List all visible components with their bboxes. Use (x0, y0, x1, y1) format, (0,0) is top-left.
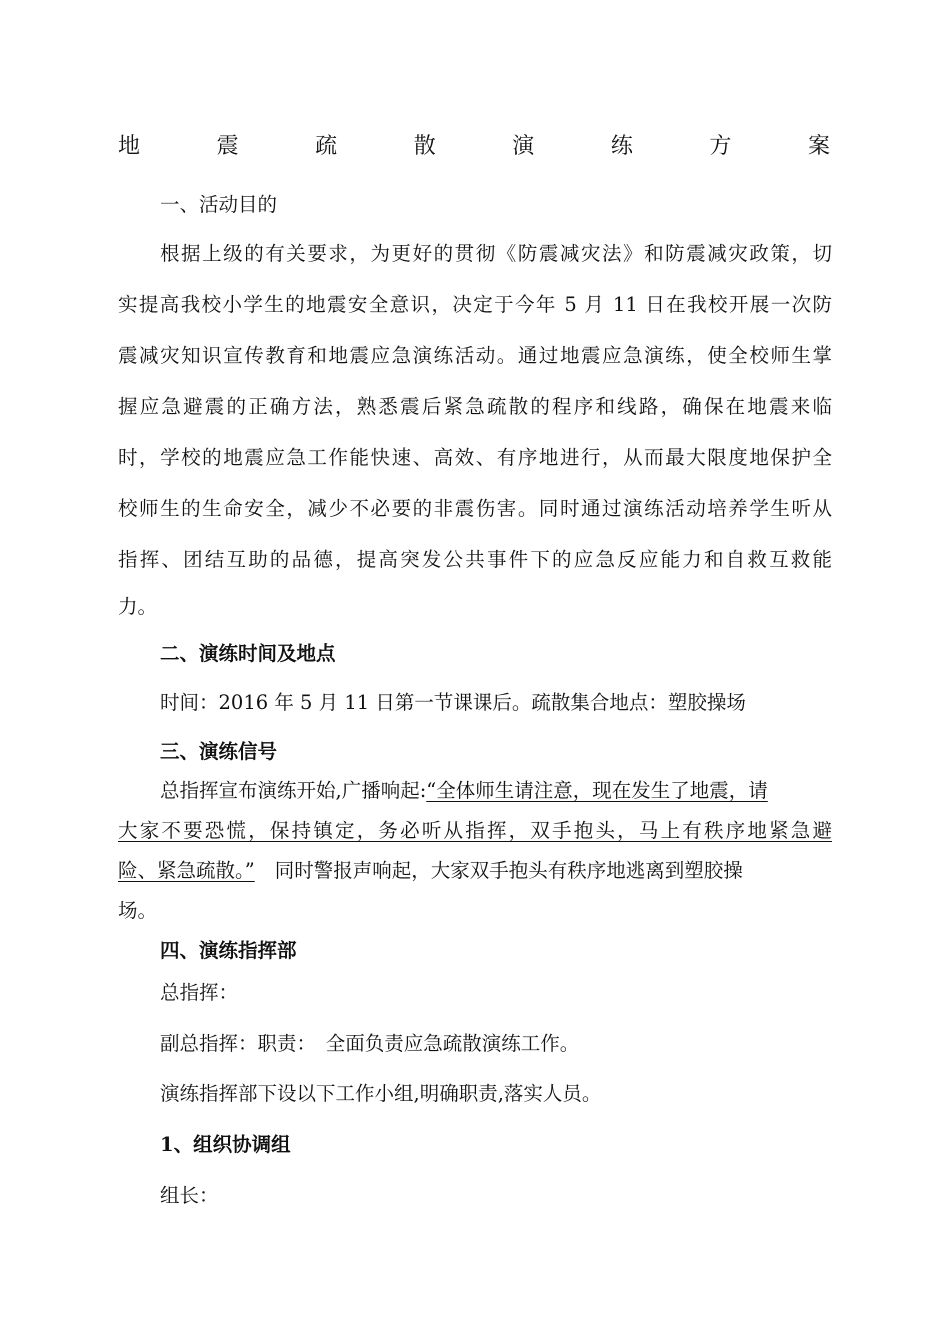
title-char: 地 (118, 134, 141, 159)
title-char: 练 (610, 134, 633, 159)
title-char: 疏 (315, 134, 338, 159)
signal-line-4: 场。 (118, 899, 158, 922)
title-char: 散 (413, 134, 436, 159)
title-char: 案 (807, 134, 830, 159)
title-char: 震 (216, 134, 239, 159)
section-heading-time: 二、演练时间及地点 (160, 642, 336, 665)
groups-intro-line: 演练指挥部下设以下工作小组,明确职责,落实人员。 (160, 1082, 602, 1105)
broadcast-quote: “全体师生请注意，现在发生了地震，请 (426, 779, 768, 802)
section-heading-signal: 三、演练信号 (160, 740, 278, 763)
signal-line-3 (118, 856, 832, 886)
broadcast-quote: 险、紧急疏散。” (118, 859, 255, 882)
paragraph-line: 时，学校的地震应急工作能快速、高效、有序地进行，从而最大限度地保护全 (118, 446, 832, 469)
paragraph-line: 实提高我校小学生的地震安全意识，决定于今年 5 月 11 日在我校开展一次防 (118, 293, 832, 316)
group1-leader-line: 组长： (160, 1184, 219, 1207)
paragraph-line: 根据上级的有关要求，为更好的贯彻《防震减灾法》和防震减灾政策，切 (160, 242, 832, 265)
title-char: 方 (709, 134, 732, 159)
paragraph-line: 指挥、团结互助的品德，提高突发公共事件下的应急反应能力和自救互救能 (118, 548, 832, 571)
signal-line-1 (160, 776, 832, 806)
deputy-line: 副总指挥：职责： 全面负责应急疏散演练工作。 (160, 1032, 580, 1055)
commander-line: 总指挥： (160, 981, 239, 1004)
section-heading-command: 四、演练指挥部 (160, 939, 297, 962)
paragraph-line: 力。 (118, 595, 158, 618)
time-location-line: 时间：2016 年 5 月 11 日第一节课课后。疏散集合地点：塑胶操场 (160, 691, 746, 714)
section-heading-purpose: 一、活动目的 (160, 193, 278, 216)
document-title (118, 130, 830, 164)
signal-rest: 同时警报声响起，大家双手抱头有秩序地逃离到塑胶操 (274, 859, 743, 882)
signal-prefix: 总指挥宣布演练开始,广播响起: (160, 779, 427, 802)
title-char: 演 (512, 134, 535, 159)
broadcast-quote: 大家不要恐慌，保持镇定，务必听从指挥，双手抱头，马上有秩序地紧急避 (118, 819, 832, 842)
paragraph-line: 握应急避震的正确方法，熟悉震后紧急疏散的程序和线路，确保在地震来临 (118, 395, 832, 418)
paragraph-line: 校师生的生命安全，减少不必要的非震伤害。同时通过演练活动培养学生听从 (118, 497, 832, 520)
group1-heading: 1、组织协调组 (160, 1133, 291, 1156)
paragraph-line: 震减灾知识宣传教育和地震应急演练活动。通过地震应急演练，使全校师生掌 (118, 344, 832, 367)
